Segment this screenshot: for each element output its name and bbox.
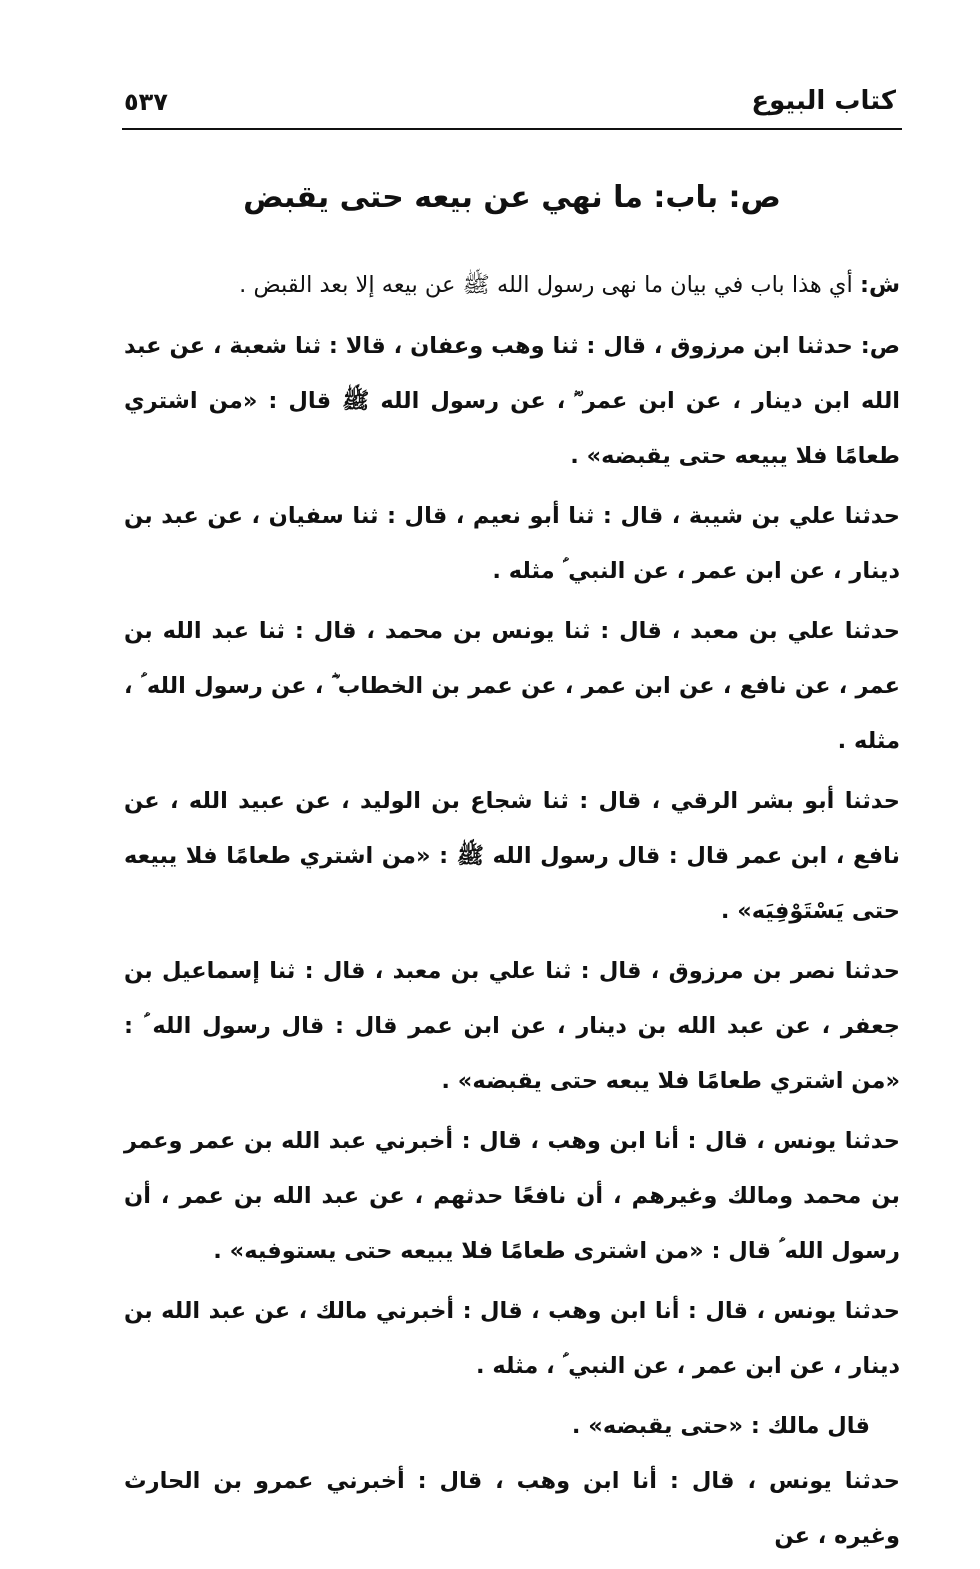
paragraph-text: حدثنا نصر بن مرزوق ، قال : ثنا علي بن معبد ، قال : ثنا إسماعيل بن جعفر ، عن عبد الله بن دينار ، عن ابن عمر قال : قال رسول الله ؑ : «من اشتري طعامًا فلا يبعه حتى يقبضه» . [124, 958, 900, 1094]
paragraph-hadith [124, 1284, 900, 1394]
page-number: ٥٣٧ [124, 88, 168, 116]
paragraph-hadith [124, 604, 900, 769]
paragraph-text: حدثنا أبو بشر الرقي ، قال : ثنا شجاع بن الوليد ، عن عبيد الله ، عن نافع ، ابن عمر قال : قال رسول الله ﷺ : «من اشتري طعامًا فلا يبيعه حتى يَسْتَوْفِيَه» . [124, 788, 900, 924]
paragraph-text: حدثنا ابن مرزوق ، قال : ثنا وهب وعفان ، قالا : ثنا شعبة ، عن عبد الله ابن دينار ، عن ابن عمر ؓ ، عن رسول الله ﷺ قال : «من اشتري طعامًا فلا يبيعه حتى يقبضه» . [124, 333, 900, 469]
paragraph-text: حدثنا علي بن شيبة ، قال : ثنا أبو نعيم ، قال : ثنا سفيان ، عن عبد بن دينار ، عن ابن عمر ، عن النبي ؑ مثله . [124, 503, 900, 584]
paragraph-hadith [124, 489, 900, 599]
paragraph-text: أي هذا باب في بيان ما نهى رسول الله ﷺ عن بيعه إلا بعد القبض . [239, 272, 860, 298]
paragraph-hadith [124, 1454, 900, 1564]
paragraph-text: حدثنا يونس ، قال : أنا ابن وهب ، قال : أخبرني مالك ، عن عبد الله بن دينار ، عن ابن عمر ، عن النبي ؑ ، مثله . [124, 1298, 900, 1379]
page-header [122, 84, 902, 130]
paragraph-lead: ص: [860, 333, 900, 359]
paragraph-note [124, 1399, 900, 1454]
paragraph-text: حدثنا علي بن معبد ، قال : ثنا يونس بن محمد ، قال : ثنا عبد الله بن عمر ، عن نافع ، عن ابن عمر ، عن عمر بن الخطاب ؓ ، عن رسول الله ؑ ، مثله . [124, 618, 900, 754]
paragraph-hadith [124, 1114, 900, 1279]
chapter-heading: ص: باب: ما نهي عن بيعه حتى يقبض [243, 180, 781, 215]
paragraph-commentary [124, 258, 900, 313]
paragraph-text: قال مالك : «حتى يقبضه» . [571, 1413, 870, 1439]
paragraph-hadith [124, 319, 900, 484]
body-text [124, 258, 900, 1569]
paragraph-text: حدثنا يونس ، قال : أنا ابن وهب ، قال : أخبرني عبد الله بن عمر وعمر بن محمد ومالك وغيرهم ، أن نافعًا حدثهم ، عن عبد الله بن عمر ، أن رسول الله ؑ قال : «من اشترى طعامًا فلا يبيعه حتى يستوفيه» . [124, 1128, 900, 1264]
paragraph-hadith [124, 774, 900, 939]
paragraph-hadith [124, 944, 900, 1109]
paragraph-lead: ش: [859, 272, 900, 298]
running-title: كتاب البيوع [751, 86, 896, 116]
paragraph-text: حدثنا يونس ، قال : أنا ابن وهب ، قال : أخبرني عمرو بن الحارث وغيره ، عن [124, 1468, 900, 1549]
